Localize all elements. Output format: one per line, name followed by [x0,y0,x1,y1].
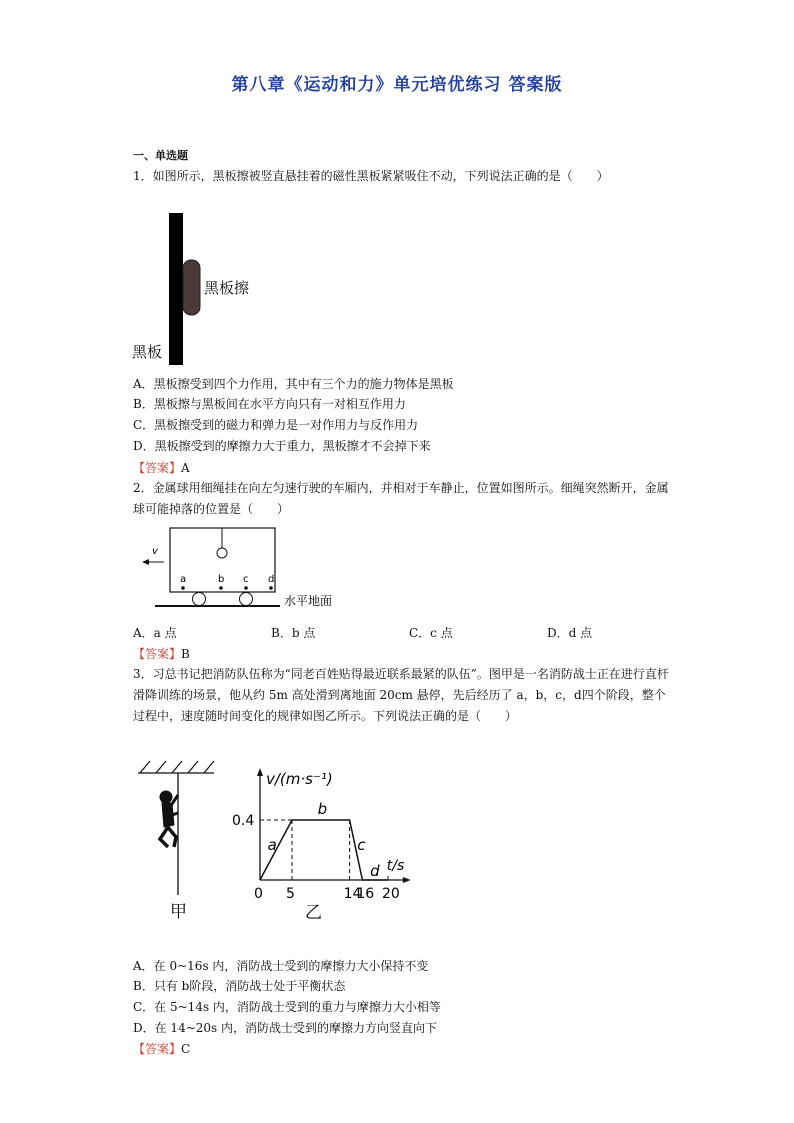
ceiling-hatch [140,761,214,773]
velocity-time-chart [230,760,430,925]
question-3-option-b[interactable]: B．只有 b阶段，消防战士处于平衡状态 [133,979,346,993]
y-axis-label: v/(m·s⁻¹) [266,770,333,788]
carriage-figure [140,524,370,614]
point-c-dot [244,586,248,590]
y-axis-arrow [257,768,263,776]
answer-tag: 【答案】 [133,461,182,475]
wheel-right [240,593,253,606]
question-1-option-a[interactable]: A．黑板擦受到四个力作用，其中有三个力的施力物体是黑板 [133,377,454,391]
point-b-label: b [218,574,225,585]
answer-tag: 【答案】 [133,1042,182,1056]
point-a-dot [181,586,185,590]
firefighter-silhouette [160,791,178,847]
fig-yi-label: 乙 [305,903,322,923]
question-3-answer [133,1040,190,1057]
y-tick-label: 0.4 [232,813,255,829]
fig-jia-label: 甲 [170,902,187,922]
question-1-option-d[interactable]: D．黑板擦受到的摩擦力大于重力，黑板擦才不会掉下来 [133,439,431,453]
segment-label-a: a [267,836,277,854]
question-2-option-b[interactable]: B．b 点 [271,626,316,640]
wheel-left [193,593,206,606]
answer-value: A [181,461,190,475]
blackboard-shape [169,213,183,365]
blackboard-label: 黑板 [132,343,163,361]
eraser-shape [183,260,200,315]
question-2-stem: 2．金属球用细绳挂在向左匀速行驶的车厢内，并相对于车静止，位置如图所示。细绳突然断开，金属球可能掉落的位置是（ ） [133,481,669,516]
point-b-dot [219,586,223,590]
question-2-option-d[interactable]: D．d 点 [547,626,593,640]
velocity-label: v [152,546,158,557]
question-2-options [133,624,673,641]
question-1-stem: 1．如图所示，黑板擦被竖直悬挂着的磁性黑板紧紧吸住不动，下列说法正确的是（ ） [133,169,609,183]
eraser-label: 黑板擦 [204,279,250,297]
segment-label-b: b [317,800,328,818]
point-a-label: a [180,574,187,585]
metal-ball [217,548,227,558]
velocity-series-line [260,820,388,880]
x-tick-label: 20 [382,886,400,902]
question-3-option-c[interactable]: C．在 5~14s 内，消防战士受到的重力与摩擦力大小相等 [133,1000,441,1014]
question-2-option-a[interactable]: A．a 点 [133,626,177,640]
question-3-option-d[interactable]: D．在 14~20s 内，消防战士受到的摩擦力方向竖直向下 [133,1021,438,1035]
answer-value: B [181,647,190,661]
x-tick-label: 5 [286,886,295,902]
question-2-answer [133,645,190,662]
segment-label-d: d [370,862,380,880]
question-1-option-b[interactable]: B．黑板擦与黑板间在水平方向只有一对相互作用力 [133,397,406,411]
x-tick-label: 16 [356,886,375,902]
point-c-label: c [243,574,249,585]
question-3-stem: 3．习总书记把消防队伍称为“同老百姓贴得最近联系最紧的队伍”。图甲是一名消防战士正在进行直杆滑降训练的场景，他从约 5m 高处滑到离地面 20cm 悬停，先后经历了 a，b，c，d四个阶段，整个过程中，速度随时间变化的规律如图乙所示。下列说法正确的是（ ） [133,667,669,723]
x-axis-arrow [403,877,411,883]
x-tick-label: 14 [343,886,362,902]
segment-label-c: c [357,836,366,854]
x-axis-label: t/s [386,858,405,874]
page-title: 第八章《运动和力》单元培优练习 答案版 [231,75,563,95]
ground-label: 水平地面 [284,594,333,608]
section-heading: 一、单选题 [133,149,188,162]
question-1-option-c[interactable]: C．黑板擦受到的磁力和弹力是一对作用力与反作用力 [133,418,419,432]
question-1-answer [133,459,190,476]
point-d-dot [269,586,273,590]
question-2-option-c[interactable]: C．c 点 [409,626,453,640]
blackboard-figure [130,210,290,370]
arrow-head [142,559,149,565]
point-d-label: d [268,574,275,585]
firefighter-figure [128,755,228,925]
answer-tag: 【答案】 [133,647,182,661]
x-tick-label: 0 [254,886,263,902]
question-3-option-a[interactable]: A．在 0~16s 内，消防战士受到的摩擦力大小保持不变 [133,959,429,973]
answer-value: C [181,1042,191,1056]
